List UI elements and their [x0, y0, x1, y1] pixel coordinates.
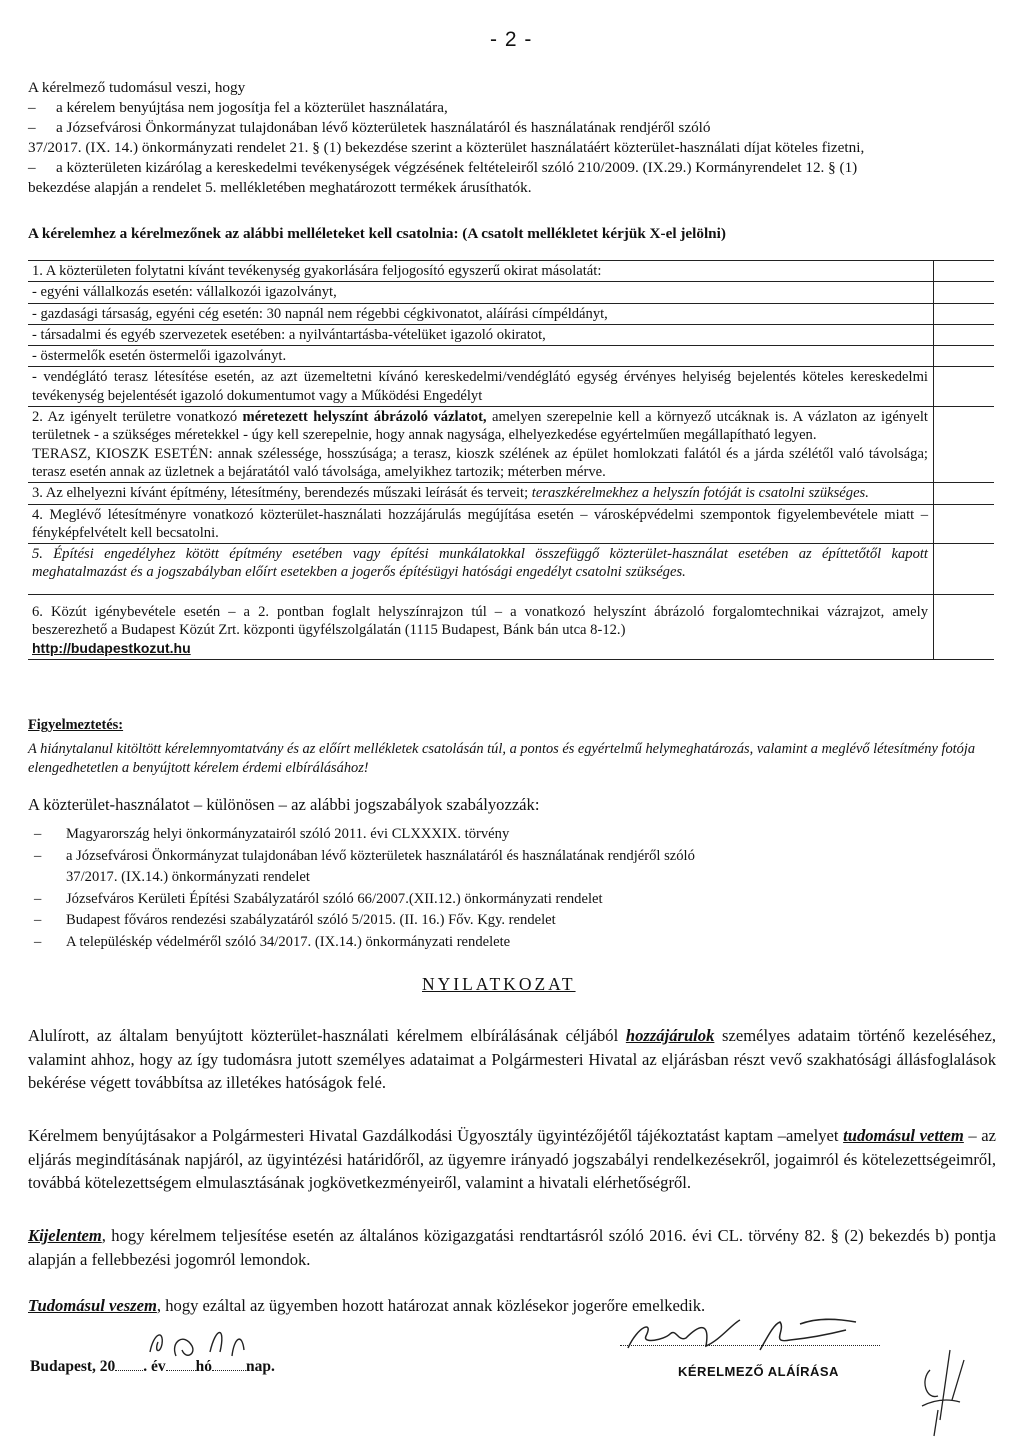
attachment-checkbox-1[interactable] [933, 261, 994, 281]
laws-lead: A közterület-használatot – különösen – az alábbi jogszabályok szabályozzák: [28, 795, 540, 814]
law-item-2-cont: 37/2017. (IX.14.) önkormányzati rendelet [66, 869, 310, 885]
attachment-row-1c: - társadalmi és egyéb szervezetek esetében: a nyilvántartásba-vételüket igazoló okiratot, [28, 325, 994, 346]
attachment-row-1e: - vendéglátó terasz létesítése esetén, az azt üzemeltetni kívánó kereskedelmi/vendéglátó egység érvényes helyiség bejelentés köteles kereskedelmi tevékenység bejelentését igazoló dokumentumot vagy a Működési Engedélyt [28, 367, 994, 407]
budapest-kozut-link[interactable]: http://budapestkozut.hu [32, 640, 191, 657]
signature-label: KÉRELMEZŐ ALÁÍRÁSA [678, 1364, 839, 1379]
handwritten-initials-icon [900, 1340, 980, 1440]
attachment-checkbox-3[interactable] [933, 483, 994, 503]
attachments-table [28, 260, 994, 660]
date-line: Budapest, 20 . év hó nap. [30, 1358, 275, 1375]
attachment-row-4: 4. Meglévő létesítményre vonatkozó közterület-használati hozzájárulás megújítása esetén – városképvédelmi szempontok figyelembevétele miatt – fényképfelvételt kell becsatolni. [28, 505, 994, 545]
attachment-checkbox-4[interactable] [933, 505, 994, 544]
law-item-2: a Józsefvárosi Önkormányzat tulajdonában lévő közterületek használatáról és használatának rendjéről szóló [66, 847, 695, 864]
laws-list: – Magyarország helyi önkormányzatairól szóló 2011. évi CLXXXIX. törvény – a Józsefvárosi Önkormányzat tulajdonában lévő közterületek használatáról és használatának rendjéről szóló 37/2017. (IX.14.) önkormányzati rendelet – Józsefváros Kerületi Építési Szabályzatáról szóló 66/2007.(XII.12.) önkormányzati rendelet – Budapest főváros rendezési szabályzatáról szóló 5/2015. (II. 16.) Főv. Kgy. rendelet – A településkép védelméről szóló 34/2017. (IX.14.) önkormányzati rendelete [34, 824, 934, 953]
handwritten-signature-icon [620, 1316, 880, 1356]
declaration-title: NYILATKOZAT [422, 974, 576, 994]
attachment-row-5: 5. Építési engedélyhez kötött építmény esetében vagy építési munkálatokkal összefüggő közterület-használat esetében az építtetőtől kapott meghatalmazást és a jogszabályban előírt esetekben a jogerős építésügyi hatósági engedélyt csatolni szükséges. [28, 544, 994, 595]
warning-title: Figyelmeztetés: [28, 717, 124, 733]
law-item-5: A településkép védelméről szóló 34/2017. (IX.14.) önkormányzati rendelete [66, 933, 511, 950]
intro-item-1: a kérelem benyújtása nem jogosítja fel a közterület használatára, [56, 99, 448, 116]
intro-lead: A kérelmező tudomásul veszi, hogy [28, 79, 246, 96]
warning-text: A hiánytalanul kitöltött kérelemnyomtatvány és az előírt mellékletek csatolásán túl, a pontos és egyértelmű helymeghatározás, valamint a meglévő létesítmény fotója elengedhetetlen a benyújtott kérelem érdemi elbírálásához! [28, 741, 976, 776]
attachment-row-2: 2. Az igényelt területre vonatkozó méretezett helyszínt ábrázoló vázlatot, amelyen szerepelnie kell a környező utcáknak is. A vázlaton az igényelt területnek - a szükséges méretekkel - úgy kell szerepelnie, hogy annak nagysága, elhelyezkedése egyértelműen megállapítható legyen. TERASZ, KIOSZK ESETÉN: annak szélessége, hosszúsága; a terasz, kioszk szélének az épület homlokzati falától és a járda szélétől való távolsága; terasz esetén annak az üzletnek a bejáratától való távolsága, amelyikhez tartozik; méterben mérve. [28, 407, 994, 483]
handwritten-date-icon [140, 1322, 340, 1366]
law-item-3: Józsefváros Kerületi Építési Szabályzatáról szóló 66/2007.(XII.12.) önkormányzati rendelet [66, 890, 603, 907]
declaration-paragraph-3: Kijelentem, hogy kérelmem teljesítése esetén az általános közigazgatási rendtartásról szóló 2016. évi CL. törvény 82. § (2) bekezdés b) pontja alapján a fellebbezési jogomról lemondok. [28, 1226, 996, 1269]
intro-item-3-cont: bekezdése alapján a rendelet 5. mellékletében meghatározott termékek árusíthatók. [28, 179, 532, 196]
intro-block: A kérelmező tudomásul veszi, hogy – a kérelem benyújtása nem jogosítja fel a közterület használatára, – a Józsefvárosi Önkormányzat tulajdonában lévő közterületek használatáról és használatának rendjéről szóló 37/2017. (IX. 14.) önkormányzati rendelet 21. § (1) bekezdése szerint a közterület használatáért közterület-használati díjat köteles fizetni, – a közterületen kizárólag a kereskedelmi tevékenységek végzésének feltételeiről szóló 210/2009. (IX.29.) Kormányrendelet 12. § (1) bekezdése alapján a rendelet 5. mellékletében meghatározott termékek árusíthatók. [28, 78, 998, 198]
date-year-field[interactable] [115, 1370, 143, 1371]
attachment-checkbox-1c[interactable] [933, 325, 994, 345]
attachment-checkbox-1a[interactable] [933, 282, 994, 302]
attachment-row-1d: - östermelők esetén östermelői igazolványt. [28, 346, 994, 367]
attachment-row-1a: - egyéni vállalkozás esetén: vállalkozói igazolványt, [28, 282, 994, 303]
law-item-4: Budapest főváros rendezési szabályzatáról szóló 5/2015. (II. 16.) Főv. Kgy. rendelet [66, 912, 556, 928]
attachments-heading: A kérelemhez a kérelmezőnek az alábbi melléleteket kell csatolnia: (A csatolt mellékletet kérjük X-el jelölni) [28, 225, 726, 242]
page-number: - 2 - [490, 28, 533, 51]
attachment-checkbox-1d[interactable] [933, 346, 994, 366]
attachment-checkbox-1e[interactable] [933, 367, 994, 406]
intro-item-2-cont: 37/2017. (IX. 14.) önkormányzati rendelet 21. § (1) bekezdése szerint a közterület használatáért közterület-használati díjat köteles fizetni, [28, 139, 865, 156]
date-month-field[interactable] [166, 1370, 196, 1371]
declaration-paragraph-4: Tudomásul veszem, hogy ezáltal az ügyemben hozott határozat annak közlésekor jogerőre emelkedik. [28, 1296, 706, 1315]
attachment-row-1b: - gazdasági társaság, egyéni cég esetén: 30 napnál nem régebbi cégkivonatot, aláírási címpéldányt, [28, 304, 994, 325]
attachment-checkbox-1b[interactable] [933, 304, 994, 324]
date-day-field[interactable] [212, 1370, 246, 1371]
attachment-checkbox-6[interactable] [933, 595, 994, 659]
attachment-checkbox-5[interactable] [933, 544, 994, 594]
attachment-row-1: 1. A közterületen folytatni kívánt tevékenység gyakorlására feljogosító egyszerű okirat másolatát: [28, 261, 994, 282]
declaration-paragraph-2: Kérelmem benyújtásakor a Polgármesteri Hivatal Gazdálkodási Ügyosztály ügyintézőjétől tájékoztatást kaptam –amelyet tudomásul vettem – az eljárás megindításának napjáról, az ügyintézési határidőről, az ügyemre irányadó jogszabályi rendelkezésekről, jogaimról és kötelezettségeimről, továbbá kötelezettségem elmulasztásának jogkövetkezményeiről, valamint a hivatali elérhetőségről. [28, 1126, 997, 1192]
law-item-1: Magyarország helyi önkormányzatairól szóló 2011. évi CLXXXIX. törvény [66, 826, 510, 842]
attachment-row-3: 3. Az elhelyezni kívánt építmény, létesítmény, berendezés műszaki leírását és terveit; teraszkérelmekhez a helyszín fotóját is csatolni szükséges. [28, 483, 994, 504]
intro-item-2: a Józsefvárosi Önkormányzat tulajdonában lévő közterületek használatáról és használatának rendjéről szóló [56, 119, 711, 136]
date-place: Budapest, 20 [30, 1358, 116, 1375]
attachment-checkbox-2[interactable] [933, 407, 994, 482]
attachment-row-6: 6. Közút igénybevétele esetén – a 2. pontban foglalt helyszínrajzon túl – a vonatkozó helyszínt ábrázoló forgalomtechnikai vázrajzot, amely beszerezhető a Budapest Közút Zrt. központi ügyfélszolgálatán (1115 Budapest, Bánk bán utca 8-12.) http://budapestkozut.hu [28, 595, 994, 659]
declaration-paragraph-1: Alulírott, az általam benyújtott közterület-használati kérelmem elbírálásának céljából hozzájárulok személyes adataim történő kezeléséhez, valamint ahhoz, hogy az így tudomásra jutott személyes adataimat a Polgármesteri Hivatal az eljárásban részt vevő szakhatósági állásfoglalások bekérése végett továbbítsa az illetékes hatóságok felé. [28, 1026, 997, 1092]
intro-item-3: a közterületen kizárólag a kereskedelmi tevékenységek végzésének feltételeiről szóló 210/2009. (IX.29.) Kormányrendelet 12. § (1) [56, 159, 858, 176]
